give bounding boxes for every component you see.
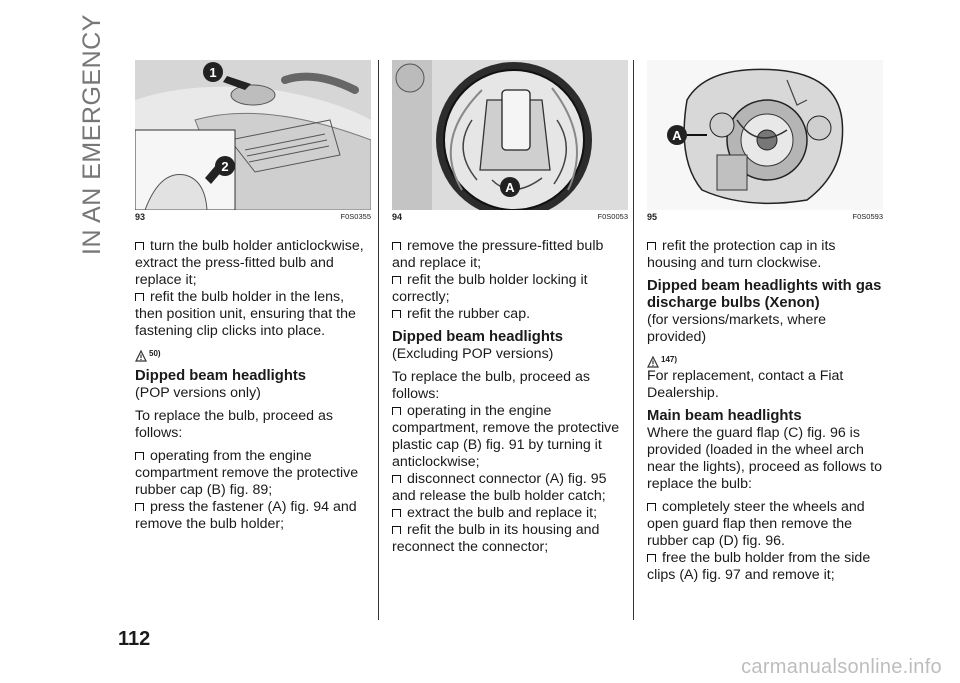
section-heading: Main beam headlights (647, 408, 802, 424)
list-item: refit the rubber cap. (392, 306, 628, 323)
list-item: refit the bulb in its housing and reconnect the connector; (392, 522, 600, 555)
section-title (78, 14, 110, 255)
bullet-icon (647, 554, 656, 562)
bullet-icon (647, 503, 656, 511)
list-item: free the bulb holder from the side clips (A) fig. 97 and remove it; (647, 550, 871, 583)
paragraph: To replace the bulb, proceed as follows: (392, 369, 590, 402)
list-item: completely steer the wheels and open guard flap then remove the rubber cap (D) fig. 96. (647, 499, 865, 549)
figure-caption (647, 212, 883, 222)
paragraph: (POP versions only) (135, 385, 261, 401)
figure-code: F0S0053 (597, 212, 628, 221)
bullet-icon (392, 526, 401, 534)
figure-code: F0S0593 (852, 212, 883, 221)
figure-93-illustration (135, 60, 371, 210)
warning-note (135, 346, 371, 362)
bullet-icon (392, 509, 401, 517)
column-2-text (392, 238, 628, 556)
watermark: carmanualsonline.info (741, 656, 942, 678)
list-item: refit the bulb holder locking it correctly; (392, 272, 588, 305)
bullet-icon (135, 242, 144, 250)
figure-94 (392, 60, 628, 210)
bullet-icon (392, 276, 401, 284)
callout-a: A (505, 180, 515, 195)
figure-95-illustration (647, 60, 883, 210)
section-heading: Dipped beam headlights with gas discharge bulbs (Xenon) (647, 278, 882, 311)
column-3-text (647, 238, 883, 584)
section-title-text: IN AN EMERGENCY (78, 14, 106, 255)
list-item: press the fastener (A) fig. 94 and remove the bulb holder; (135, 499, 357, 532)
column-2 (392, 60, 628, 556)
bullet-icon (135, 452, 144, 460)
bullet-icon (135, 503, 144, 511)
callout-1: 1 (209, 65, 217, 80)
section-heading: Dipped beam headlights (392, 329, 564, 345)
paragraph: For replacement, contact a Fiat Dealership. (647, 368, 844, 401)
figure-93 (135, 60, 371, 210)
list-item: remove the pressure-fitted bulb and replace it; (392, 238, 604, 271)
bullet-icon (392, 242, 401, 250)
note-ref: 147) (661, 355, 678, 364)
note-ref: 50) (149, 349, 161, 358)
list-item: operating in the engine compartment, remove the protective plastic cap (B) fig. 91 by turning it anticlockwise; (392, 403, 620, 470)
bullet-icon (647, 242, 656, 250)
paragraph: (Excluding POP versions) (392, 346, 554, 362)
bullet-icon (392, 310, 401, 318)
bullet-icon (392, 407, 401, 415)
figure-94-illustration (392, 60, 628, 210)
callout-2: 2 (221, 159, 229, 174)
list-item: refit the bulb holder in the lens, then position unit, ensuring that the fastening clip clicks into place. (135, 289, 356, 339)
figure-number: 93 (135, 212, 146, 222)
column-1-text (135, 238, 371, 533)
list-item: operating from the engine compartment remove the protective rubber cap (B) fig. 89; (135, 448, 359, 498)
warning-icon (135, 350, 147, 362)
section-heading: Dipped beam headlights (135, 368, 307, 384)
warning-icon (647, 356, 659, 368)
paragraph: To replace the bulb, proceed as follows: (135, 408, 333, 441)
bullet-icon (392, 475, 401, 483)
bullet-icon (135, 293, 144, 301)
callout-a: A (672, 128, 682, 143)
page-number: 112 (118, 628, 151, 650)
figure-number: 94 (392, 212, 403, 222)
column-divider (633, 60, 634, 620)
list-item: extract the bulb and replace it; (392, 505, 628, 522)
column-1 (135, 60, 371, 533)
paragraph: Where the guard flap (C) fig. 96 is provided (loaded in the wheel arch near the lights), proceed as follows to replace the bulb: (647, 425, 883, 492)
figure-number: 95 (647, 212, 658, 222)
figure-caption (392, 212, 628, 222)
list-item: disconnect connector (A) fig. 95 and release the bulb holder catch; (392, 471, 607, 504)
figure-caption (135, 212, 371, 222)
column-3 (647, 60, 883, 584)
list-item: turn the bulb holder anticlockwise, extract the press-fitted bulb and replace it; (135, 238, 364, 288)
figure-code: F0S0355 (340, 212, 371, 221)
figure-95 (647, 60, 883, 210)
paragraph: (for versions/markets, where provided) (647, 312, 826, 345)
warning-note (647, 352, 883, 368)
list-item: refit the protection cap in its housing and turn clockwise. (647, 238, 836, 271)
column-divider (378, 60, 379, 620)
